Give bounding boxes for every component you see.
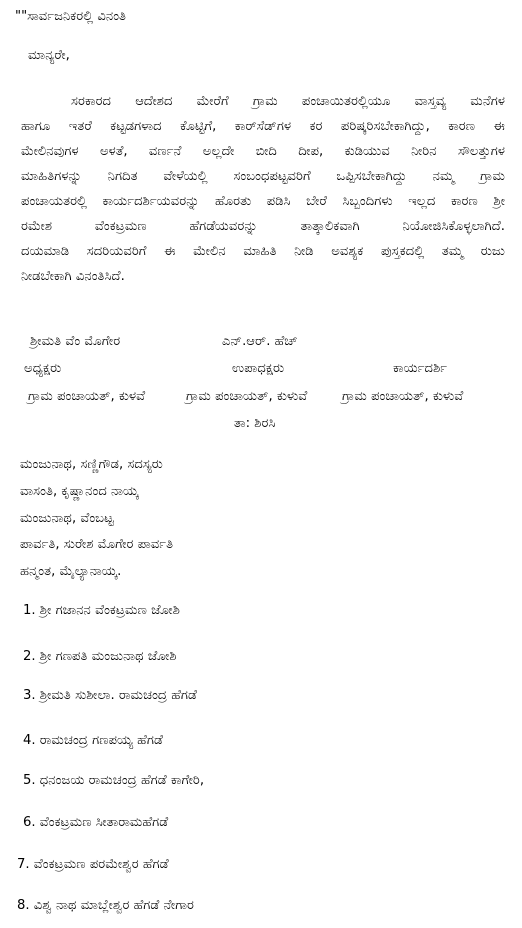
list-item: 6. ವೆಂಕಟ್ರಮಣ ಸೀತಾರಾಮಹೆಗಡೆ (23, 815, 169, 830)
vice-president-designation: ಉಪಾಧಕ್ಷರು (232, 361, 285, 376)
vice-president-office: ಗ್ರಾಮ ಪಂಚಾಯತ್, ಕುಳುವೆ (186, 389, 308, 404)
secretary-office: ಗ್ರಾಮ ಪಂಚಾಯತ್, ಕುಳುವೆ (342, 389, 464, 404)
list-item: 8. ವಿಶ್ವ ನಾಥ ಮಾಬ್ಲೇಶ್ವರ ಹೆಗಡೆ ನೇಗಾರ (17, 898, 194, 913)
list-item: 2. ಶ್ರೀ ಗಣಪತಿ ಮಂಜುನಾಥ ಜೋಶಿ (23, 649, 177, 664)
body-line: ಹಾಗೂ ಇತರೆ ಕಟ್ಟಡಗಳಾದ ಕೊಟ್ಟಿಗೆ, ಕಾರ್‌ಸೆಡ್‌ಗಳ ಕರ ಪರಿಷ್ಕರಿಸಬೇಕಾಗಿದ್ದು, ಕಾರಣ ಈ (21, 119, 505, 134)
list-item: 1. ಶ್ರೀ ಗಜಾನನ ವೆಂಕಟ್ರಮಣ ಜೋಶಿ (23, 603, 180, 618)
member-item: ಪಾರ್ವತಿ, ಸುರೇಶ ಮೊಗೇರ ಪಾರ್ವತಿ (20, 537, 174, 552)
body-line: ದಯಮಾಡಿ ಸದರಿಯವರಿಗೆ ಈ ಮೇಲಿನ ಮಾಹಿತಿ ನೀಡಿ ಅವಶ್ಯಕ ಪುಸ್ತಕದಲ್ಲಿ ತಮ್ಮ ರುಜು (21, 244, 505, 259)
list-item: 5. ಧನಂಜಯ ರಾಮಚಂದ್ರ ಹೆಗಡೆ ಕಾಗೇರಿ, (23, 773, 205, 788)
body-line: ಸರಕಾರದ ಆದೇಶದ ಮೇರೆಗೆ ಗ್ರಾಮ ಪಂಚಾಯಿತರಲ್ಲಿಯೂ ವಾಸ್ತವ್ಯ ಮನೆಗಳ (71, 94, 505, 109)
vice-president-name: ಎನ್.ಆರ್. ಹೆಚ್ (222, 334, 298, 349)
president-designation: ಅಧ್ಯಕ್ಷರು (24, 361, 62, 376)
body-line: ಮೇಲಿನವುಗಳ ಅಳತೆ, ವರ್ಣನೆ ಅಲ್ಲದೇ ಬೀದಿ ದೀಪ, ಕುಡಿಯುವ ನೀರಿನ ಸೌಲತ್ತುಗಳ (21, 144, 505, 159)
president-name: ಶ್ರೀಮತಿ ವೆಂ ಮೊಗೇರ (30, 334, 121, 349)
body-line: ಮಾಹಿತಿಗಳನ್ನು ನಿಗದಿತ ವೇಳೆಯಲ್ಲಿ ಸಂಬಂಧಪಟ್ಟವರಿಗೆ ಒಪ್ಪಿಸಬೇಕಾಗಿದ್ದು ನಮ್ಮ ಗ್ರಾಮ (21, 169, 505, 184)
member-item: ಮಂಜುನಾಥ, ಸಣ್ಣಿಗೌಡ, ಸದಸ್ಯರು (20, 457, 163, 472)
president-office: ಗ್ರಾಮ ಪಂಚಾಯತ್, ಕುಳವೆ (28, 389, 146, 404)
document-title: ""ಸಾರ್ವಜನಿಕರಲ್ಲಿ ವಿನಂತಿ (15, 9, 127, 24)
member-item: ಮಂಜುನಾಥ, ವೆಂಬಟ್ಟ (20, 511, 114, 526)
secretary-designation: ಕಾರ್ಯದರ್ಶಿ (393, 361, 448, 376)
body-line: ರಮೇಶ ವೆಂಕಟ್ರಮಣ ಹೆಗಡೆಯವರನ್ನು ತಾತ್ಕಾಲಿಕವಾಗಿ ನಿಯೋಜಿಸಿಕೊಳ್ಳಲಾಗಿದೆ. (21, 219, 505, 234)
body-line: ನೀಡಬೇಕಾಗಿ ವಿನಂತಿಸಿದೆ. (21, 269, 125, 284)
salutation: ಮಾನ್ಯರೇ, (28, 48, 70, 63)
list-item: 3. ಶ್ರೀಮತಿ ಸುಶೀಲಾ. ರಾಮಚಂದ್ರ ಹೆಗಡೆ (23, 688, 197, 703)
member-item: ವಾಸಂತಿ, ಕೃಷ್ಣಾನಂದ ನಾಯ್ಕ (20, 484, 139, 499)
member-item: ಹನ್ಮಂತ, ಮೈಲ್ಯಾನಾಯ್ಕ. (20, 564, 122, 579)
list-item: 7. ವೆಂಕಟ್ರಮಣ ಪರಮೇಶ್ವರ ಹೆಗಡೆ (17, 857, 169, 872)
list-item: 4. ರಾಮಚಂದ್ರ ಗಣಪಯ್ಯ ಹೆಗಡೆ (23, 733, 163, 748)
taluk-label: ತಾ: ಶಿರಸಿ (234, 416, 276, 431)
body-line: ಪಂಚಾಯತರಲ್ಲಿ ಕಾರ್ಯದರ್ಶಿಯವರನ್ನು ಹೊರತು ಪಡಿಸಿ ಬೇರೆ ಸಿಬ್ಬಂದಿಗಳು ಇಲ್ಲದ ಕಾರಣ ಶ್ರೀ (21, 194, 505, 209)
